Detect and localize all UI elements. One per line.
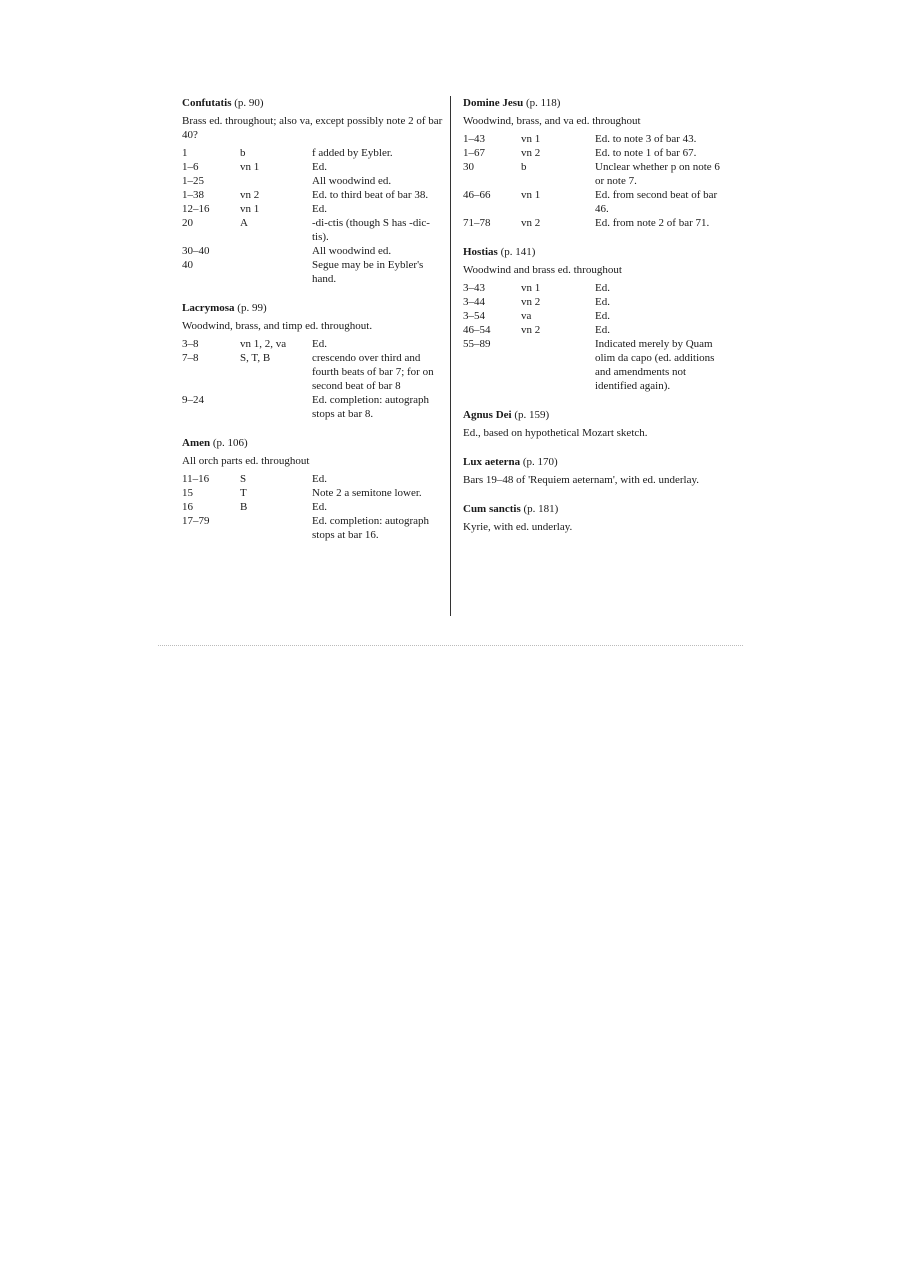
part-cell: b bbox=[521, 161, 527, 173]
page-reference: (p. 106) bbox=[212, 437, 248, 449]
part-cell: vn 1 bbox=[521, 189, 541, 201]
section-description: Kyrie, with ed. underlay. bbox=[463, 521, 573, 533]
page-reference: (p. 159) bbox=[514, 409, 550, 421]
section-agnus-dei bbox=[463, 408, 728, 440]
section-amen bbox=[182, 436, 444, 542]
table-row bbox=[463, 337, 728, 393]
section-domine-jesu bbox=[463, 96, 728, 230]
note-cell: Note 2 a semitone lower. bbox=[312, 487, 422, 499]
part-cell: vn 1 bbox=[521, 133, 541, 145]
right-column bbox=[463, 96, 728, 549]
part-cell bbox=[521, 337, 595, 393]
bars-cell: 71–78 bbox=[463, 217, 491, 229]
part-cell: B bbox=[240, 501, 248, 513]
page-reference: (p. 141) bbox=[500, 246, 536, 258]
note-cell: Ed. from second beat of bar 46. bbox=[595, 189, 718, 215]
note-cell: Ed. to third beat of bar 38. bbox=[312, 189, 429, 201]
table-row bbox=[182, 160, 444, 174]
note-cell: -di-ctis (though S has -dic-tis). bbox=[312, 217, 430, 243]
note-cell: All woodwind ed. bbox=[312, 175, 392, 187]
bars-cell: 1–6 bbox=[182, 161, 199, 173]
part-cell: va bbox=[521, 310, 532, 322]
bars-cell: 16 bbox=[182, 501, 193, 513]
section-description: Ed., based on hypothetical Mozart sketch. bbox=[463, 427, 648, 439]
bars-cell: 46–54 bbox=[463, 324, 491, 336]
section-title: Lacrymosa bbox=[182, 302, 235, 314]
bars-cell: 3–54 bbox=[463, 310, 485, 322]
entries-table bbox=[463, 132, 728, 230]
bars-cell: 3–43 bbox=[463, 282, 485, 294]
section-description: All orch parts ed. throughout bbox=[182, 455, 310, 467]
bars-cell: 3–8 bbox=[182, 338, 199, 350]
section-title: Agnus Dei bbox=[463, 409, 512, 421]
section-heading bbox=[182, 436, 444, 450]
bars-cell: 55–89 bbox=[463, 338, 491, 350]
note-cell: Ed. to note 3 of bar 43. bbox=[595, 133, 697, 145]
section-description: Brass ed. throughout; also va, except possibly note 2 of bar 40? bbox=[182, 115, 443, 141]
part-cell: vn 1, 2, va bbox=[240, 338, 287, 350]
bars-cell: 46–66 bbox=[463, 189, 491, 201]
part-cell bbox=[240, 244, 312, 258]
note-cell: Ed. completion: autograph stops at bar 8. bbox=[312, 394, 429, 420]
part-cell: vn 1 bbox=[521, 282, 541, 294]
note-cell: Ed. bbox=[312, 338, 327, 350]
section-heading bbox=[463, 245, 728, 259]
part-cell: vn 2 bbox=[521, 147, 541, 159]
note-cell: f added by Eybler. bbox=[312, 147, 393, 159]
table-row bbox=[463, 295, 728, 309]
section-heading bbox=[182, 301, 444, 315]
table-row bbox=[182, 393, 444, 421]
section-description: Bars 19–48 of 'Requiem aeternam', with ed. underlay. bbox=[463, 474, 700, 486]
note-cell: Segue may be in Eybler's hand. bbox=[312, 259, 424, 285]
part-cell bbox=[240, 514, 312, 542]
part-cell: vn 1 bbox=[240, 203, 260, 215]
table-row bbox=[463, 188, 728, 216]
section-description: Woodwind, brass, and timp ed. throughout. bbox=[182, 320, 373, 332]
table-row bbox=[463, 323, 728, 337]
page-reference: (p. 181) bbox=[523, 503, 559, 515]
bars-cell: 11–16 bbox=[182, 473, 210, 485]
bars-cell: 15 bbox=[182, 487, 193, 499]
bars-cell: 12–16 bbox=[182, 203, 210, 215]
section-hostias bbox=[463, 245, 728, 393]
section-title: Amen bbox=[182, 437, 211, 449]
bars-cell: 1–43 bbox=[463, 133, 485, 145]
note-cell: Ed. bbox=[312, 473, 327, 485]
table-row bbox=[463, 216, 728, 230]
note-cell: Indicated merely by Quam olim da capo (ed. additions and amendments not identified again). bbox=[595, 338, 715, 392]
table-row bbox=[182, 188, 444, 202]
note-cell: Ed. from note 2 of bar 71. bbox=[595, 217, 710, 229]
page-bottom-rule bbox=[158, 645, 743, 646]
column-divider bbox=[450, 96, 451, 616]
part-cell: S, T, B bbox=[240, 352, 271, 364]
part-cell: T bbox=[240, 487, 247, 499]
table-row bbox=[463, 309, 728, 323]
note-cell: Ed. bbox=[312, 161, 327, 173]
section-description: Woodwind and brass ed. throughout bbox=[463, 264, 622, 276]
note-cell: Ed. bbox=[312, 203, 327, 215]
note-cell: Ed. bbox=[595, 282, 610, 294]
page-reference: (p. 170) bbox=[522, 456, 558, 468]
section-description: Woodwind, brass, and va ed. throughout bbox=[463, 115, 641, 127]
table-row bbox=[182, 258, 444, 286]
table-row bbox=[463, 146, 728, 160]
note-cell: Ed. to note 1 of bar 67. bbox=[595, 147, 697, 159]
table-row bbox=[182, 202, 444, 216]
section-heading bbox=[463, 502, 728, 516]
part-cell: A bbox=[240, 217, 248, 229]
table-row bbox=[463, 160, 728, 188]
part-cell bbox=[240, 174, 312, 188]
bars-cell: 1 bbox=[182, 147, 188, 159]
section-title: Cum sanctis bbox=[463, 503, 521, 515]
section-lux-aeterna bbox=[463, 455, 728, 487]
note-cell: Ed. bbox=[312, 501, 327, 513]
page-reference: (p. 118) bbox=[525, 97, 561, 109]
note-cell: All woodwind ed. bbox=[312, 245, 392, 257]
page-reference: (p. 99) bbox=[237, 302, 267, 314]
bars-cell: 9–24 bbox=[182, 394, 204, 406]
section-lacrymosa bbox=[182, 301, 444, 421]
part-cell: vn 2 bbox=[521, 217, 541, 229]
bars-cell: 20 bbox=[182, 217, 193, 229]
bars-cell: 3–44 bbox=[463, 296, 485, 308]
section-title: Confutatis bbox=[182, 97, 232, 109]
bars-cell: 1–67 bbox=[463, 147, 485, 159]
note-cell: crescendo over third and fourth beats of bar 7; for on second beat of bar 8 bbox=[312, 352, 434, 392]
section-heading bbox=[463, 455, 728, 469]
entries-table bbox=[463, 281, 728, 393]
section-title: Domine Jesu bbox=[463, 97, 524, 109]
table-row bbox=[182, 174, 444, 188]
left-column bbox=[182, 96, 444, 557]
section-cum-sanctis bbox=[463, 502, 728, 534]
table-row bbox=[182, 146, 444, 160]
bars-cell: 17–79 bbox=[182, 515, 210, 527]
entries-table bbox=[182, 146, 444, 286]
table-row bbox=[182, 351, 444, 393]
page-reference: (p. 90) bbox=[234, 97, 264, 109]
bars-cell: 1–38 bbox=[182, 189, 204, 201]
section-title: Lux aeterna bbox=[463, 456, 521, 468]
note-cell: Ed. bbox=[595, 296, 610, 308]
part-cell bbox=[240, 393, 312, 421]
part-cell: b bbox=[240, 147, 246, 159]
bars-cell: 7–8 bbox=[182, 352, 199, 364]
entries-table bbox=[182, 337, 444, 421]
part-cell: vn 2 bbox=[240, 189, 260, 201]
bars-cell: 30–40 bbox=[182, 245, 210, 257]
table-row bbox=[182, 216, 444, 244]
section-heading bbox=[463, 408, 728, 422]
table-row bbox=[182, 472, 444, 486]
bars-cell: 1–25 bbox=[182, 175, 204, 187]
note-cell: Ed. bbox=[595, 310, 610, 322]
part-cell bbox=[240, 258, 312, 286]
table-row bbox=[463, 132, 728, 146]
section-heading bbox=[182, 96, 444, 110]
bars-cell: 30 bbox=[463, 161, 474, 173]
entries-table bbox=[182, 472, 444, 542]
note-cell: Ed. bbox=[595, 324, 610, 336]
table-row bbox=[182, 514, 444, 542]
table-row bbox=[463, 281, 728, 295]
part-cell: vn 2 bbox=[521, 324, 541, 336]
table-row bbox=[182, 486, 444, 500]
note-cell: Ed. completion: autograph stops at bar 16. bbox=[312, 515, 429, 541]
table-row bbox=[182, 337, 444, 351]
part-cell: S bbox=[240, 473, 247, 485]
table-row bbox=[182, 244, 444, 258]
note-cell: Unclear whether p on note 6 or note 7. bbox=[595, 161, 720, 187]
part-cell: vn 2 bbox=[521, 296, 541, 308]
section-title: Hostias bbox=[463, 246, 498, 258]
bars-cell: 40 bbox=[182, 259, 193, 271]
section-confutatis bbox=[182, 96, 444, 286]
section-heading bbox=[463, 96, 728, 110]
part-cell: vn 1 bbox=[240, 161, 260, 173]
table-row bbox=[182, 500, 444, 514]
